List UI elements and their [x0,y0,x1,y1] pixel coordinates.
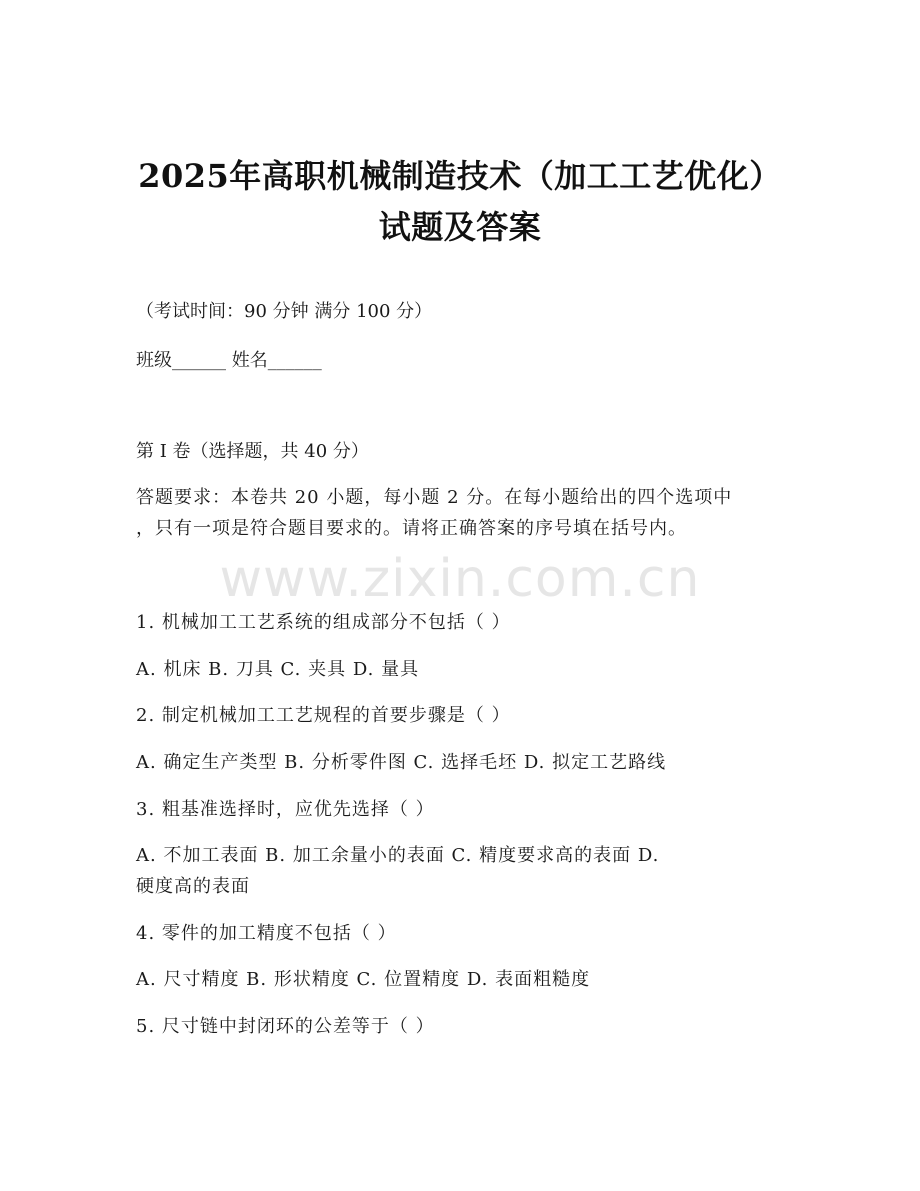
watermark: www.zixin.com.cn [219,549,701,609]
question-3-options: A. 不加工表面 B. 加工余量小的表面 C. 精度要求高的表面 D. [136,845,660,866]
question-2-stem: 2. 制定机械加工工艺规程的首要步骤是（ ） [136,705,511,726]
class-name-blanks: 班级______ 姓名______ [136,350,322,371]
instructions-line-2: ，只有一项是符合题目要求的。请将正确答案的序号填在括号内。 [136,518,687,539]
question-1-stem: 1. 机械加工工艺系统的组成部分不包括（ ） [136,612,511,633]
document-title-line-1: 2025年高职机械制造技术（加工工艺优化） [138,157,782,195]
question-1-options: A. 机床 B. 刀具 C. 夹具 D. 量具 [136,659,420,680]
question-3-stem: 3. 粗基准选择时，应优先选择（ ） [136,799,435,820]
question-4-options: A. 尺寸精度 B. 形状精度 C. 位置精度 D. 表面粗糙度 [136,969,591,990]
instructions-line-1: 答题要求：本卷共 20 小题，每小题 2 分。在每小题给出的四个选项中 [136,487,733,508]
section-heading: 第 I 卷（选择题，共 40 分） [136,441,369,462]
question-5-stem: 5. 尺寸链中封闭环的公差等于（ ） [136,1016,435,1037]
question-2-options: A. 确定生产类型 B. 分析零件图 C. 选择毛坯 D. 拟定工艺路线 [136,752,667,773]
document-title-line-2: 试题及答案 [378,208,542,246]
question-3-options-cont: 硬度高的表面 [136,876,250,897]
exam-time-score: （考试时间：90 分钟 满分 100 分） [136,301,433,322]
question-4-stem: 4. 零件的加工精度不包括（ ） [136,923,397,944]
